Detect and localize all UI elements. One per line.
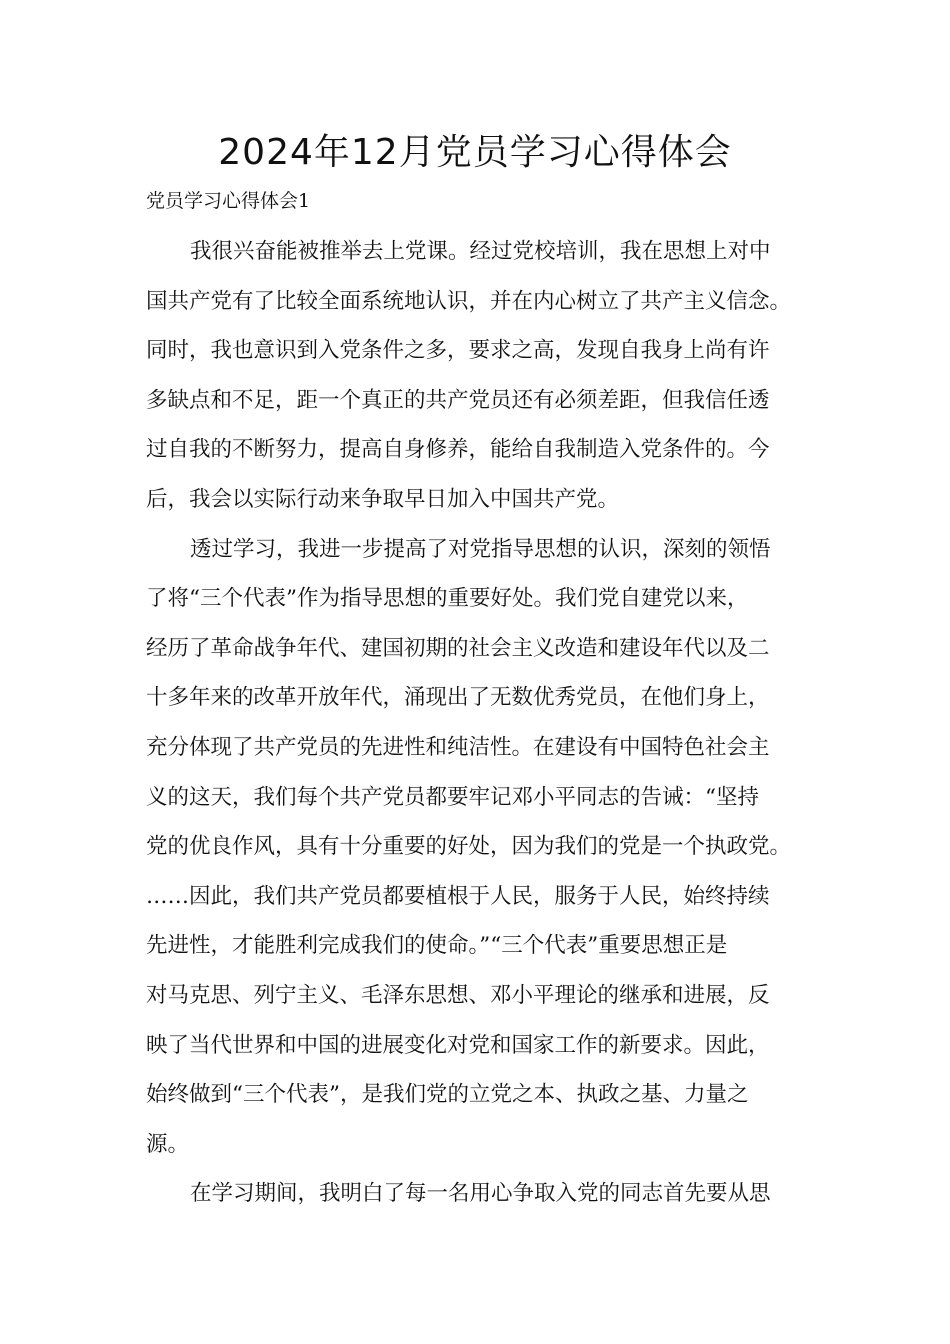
paragraph-line: 十多年来的改革开放年代，涌现出了无数优秀党员，在他们身上， <box>146 685 770 711</box>
paragraph-line: 后，我会以实际行动来争取早日加入中国共产党。 <box>146 486 620 512</box>
paragraph-line: 同时，我也意识到入党条件之多，要求之高，发现自我身上尚有许 <box>146 338 770 364</box>
paragraph-line: 国共产党有了比较全面系统地认识，并在内心树立了共产主义信念。 <box>146 288 792 314</box>
paragraph-line: 多缺点和不足，距一个真正的共产党员还有必须差距，但我信任透 <box>146 387 770 413</box>
paragraph-line: 义的这天，我们每个共产党员都要牢记邓小平同志的告诫：“坚持 <box>146 784 759 810</box>
paragraph-line: ……因此，我们共产党员都要植根于人民，服务于人民，始终持续 <box>146 883 770 909</box>
paragraph-line: 源。 <box>146 1131 190 1157</box>
document-body <box>146 233 810 1225</box>
paragraph-line: 我很兴奋能被推举去上党课。经过党校培训，我在思想上对中 <box>190 239 771 264</box>
document-title: 2024年12月党员学习心得体会 <box>218 132 732 173</box>
paragraph-line: 透过学习，我进一步提高了对党指导思想的认识，深刻的领悟 <box>190 536 771 562</box>
paragraph-line: 始终做到“三个代表”，是我们党的立党之本、执政之基、力量之 <box>146 1082 749 1108</box>
paragraph-line: 了将“三个代表”作为指导思想的重要好处。我们党自建党以来， <box>146 586 749 612</box>
paragraph-line: 党的优良作风，具有十分重要的好处，因为我们的党是一个执政党。 <box>146 834 792 860</box>
paragraph-line: 经历了革命战争年代、建国初期的社会主义改造和建设年代以及二 <box>146 635 770 661</box>
paragraph-line: 映了当代世界和中国的进展变化对党和国家工作的新要求。因此， <box>146 1032 770 1058</box>
paragraph-line: 对马克思、列宁主义、毛泽东思想、邓小平理论的继承和进展，反 <box>146 982 770 1008</box>
section-heading: 党员学习心得体会1 <box>146 190 311 212</box>
paragraph-line: 过自我的不断努力，提高自身修养，能给自我制造入党条件的。今 <box>146 437 770 463</box>
paragraph-line: 充分体现了共产党员的先进性和纯洁性。在建设有中国特色社会主 <box>146 734 770 760</box>
paragraph-line: 先进性，才能胜利完成我们的使命。”“三个代表”重要思想正是 <box>146 933 728 959</box>
paragraph-line: 在学习期间，我明白了每一名用心争取入党的同志首先要从思 <box>190 1181 771 1207</box>
